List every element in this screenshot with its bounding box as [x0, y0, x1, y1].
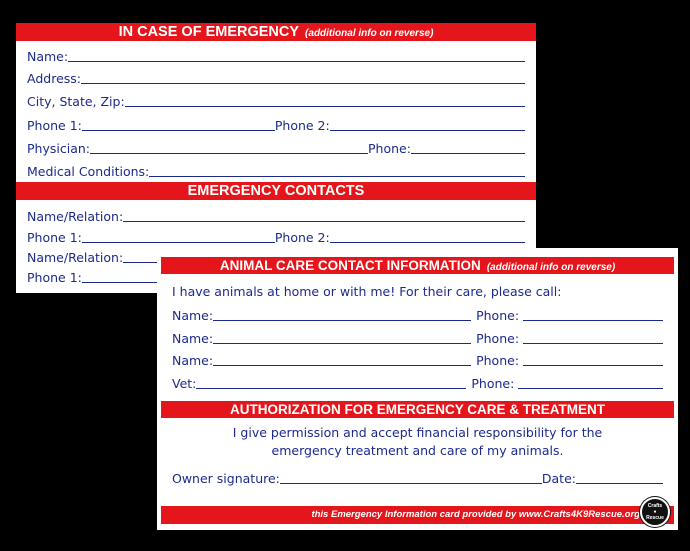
animal-phone-line[interactable] [523, 364, 663, 366]
contact1-name-line[interactable] [123, 220, 525, 222]
phone2-label: Phone 2: [274, 118, 330, 133]
medical-row [27, 163, 525, 179]
physician-label: Physician: [27, 141, 90, 156]
phone-row [27, 117, 525, 133]
animal-name-label: Name: [172, 308, 214, 323]
contact1-name-row [27, 208, 525, 224]
authorization-text-line-1: I give permission and accept financial responsibility for the [232, 425, 603, 440]
city-row [27, 93, 525, 109]
owner-signature-label: Owner signature: [172, 471, 280, 486]
phone1-label: Phone 1: [27, 118, 82, 133]
authorization-header [161, 401, 674, 418]
physician-line[interactable] [90, 152, 368, 154]
name-line[interactable] [68, 60, 525, 62]
animal-phone-line[interactable] [523, 342, 663, 344]
animal-care-header-title: ANIMAL CARE CONTACT INFORMATION [219, 258, 481, 273]
animal-name-line[interactable] [213, 342, 471, 344]
address-row [27, 70, 525, 86]
vet-phone-label: Phone: [471, 376, 515, 391]
city-line[interactable] [125, 105, 525, 107]
contact1-name-label: Name/Relation: [27, 209, 124, 224]
contact1-phone-row [27, 229, 525, 245]
crafts-rescue-logo [640, 497, 670, 527]
animal-phone-label: Phone: [476, 308, 520, 323]
name-label: Name: [27, 49, 69, 64]
footer-bar [161, 506, 674, 524]
vet-line[interactable] [196, 387, 466, 389]
animal-phone-label: Phone: [476, 353, 520, 368]
contacts-header-title: EMERGENCY CONTACTS [187, 183, 365, 199]
animal-name-line[interactable] [213, 364, 471, 366]
badge-bottom-text: Rescue [646, 515, 664, 521]
contact2-phone1-label: Phone 1: [27, 270, 82, 285]
paw-icon: ● [653, 509, 657, 515]
emergency-header-title: IN CASE OF EMERGENCY [118, 24, 300, 40]
contact1-phone1-label: Phone 1: [27, 230, 82, 245]
emergency-header-note: (additional info on reverse) [305, 28, 434, 39]
physician-row [27, 140, 525, 156]
animal-care-card [157, 248, 678, 530]
contact2-name-label: Name/Relation: [27, 250, 124, 265]
contact1-phone2-label: Phone 2: [274, 230, 330, 245]
animal-name-label: Name: [172, 353, 214, 368]
medical-label: Medical Conditions: [27, 164, 150, 179]
address-line[interactable] [81, 82, 525, 84]
badge-top-text: Crafts [647, 503, 663, 509]
vet-phone-line[interactable] [518, 387, 663, 389]
animal-name-line[interactable] [213, 319, 471, 321]
phone1-line[interactable] [82, 129, 275, 131]
authorization-header-title: AUTHORIZATION FOR EMERGENCY CARE & TREATMENT [230, 402, 605, 417]
footer-text: this Emergency Information card provided by www.Crafts4K9Rescue.org [311, 509, 640, 520]
phone2-line[interactable] [330, 129, 525, 131]
animal-name-label: Name: [172, 331, 214, 346]
address-label: Address: [27, 71, 81, 86]
animal-contact-row [172, 330, 663, 346]
emergency-header [16, 23, 536, 41]
animal-care-header-note: (additional info on reverse) [486, 262, 616, 273]
animal-phone-label: Phone: [476, 331, 520, 346]
animal-contact-row [172, 307, 663, 323]
animal-phone-line[interactable] [523, 319, 663, 321]
medical-line[interactable] [149, 175, 525, 177]
contact1-phone2-line[interactable] [330, 241, 525, 243]
physician-phone-line[interactable] [411, 152, 525, 154]
signature-row [172, 470, 663, 486]
date-line[interactable] [576, 482, 663, 484]
owner-signature-line[interactable] [280, 482, 542, 484]
vet-row [172, 375, 663, 391]
name-row [27, 48, 525, 64]
animal-contact-row [172, 352, 663, 368]
contact1-phone1-line[interactable] [82, 241, 275, 243]
intro-row [172, 283, 561, 299]
vet-label: Vet: [172, 376, 197, 391]
intro-text: I have animals at home or with me! For their care, please call: [172, 284, 562, 299]
contacts-header [16, 182, 536, 200]
physician-phone-label: Phone: [367, 141, 411, 156]
city-label: City, State, Zip: [27, 94, 125, 109]
authorization-text-line-2: emergency treatment and care of my animals. [271, 443, 564, 458]
animal-care-header [161, 257, 674, 274]
date-label: Date: [541, 471, 576, 486]
